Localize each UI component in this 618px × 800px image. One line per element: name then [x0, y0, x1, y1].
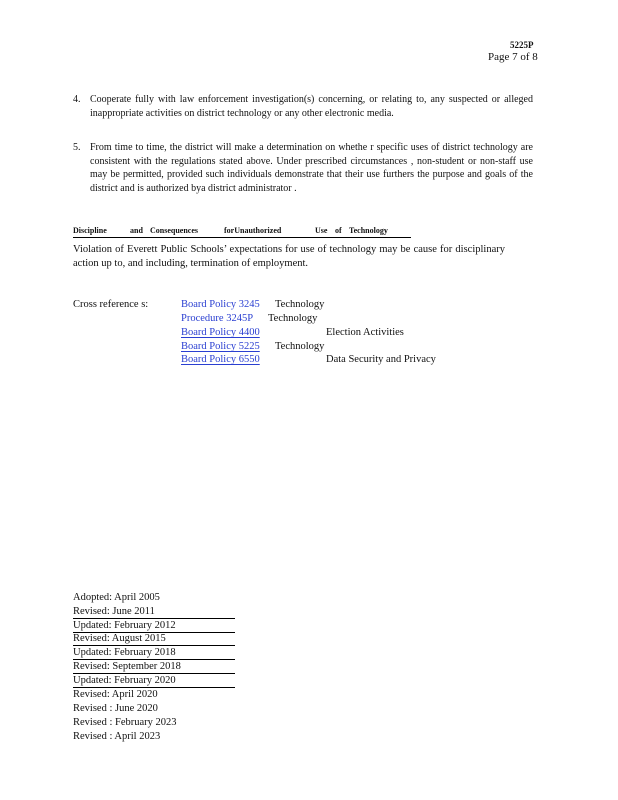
- policy-code: 5225P: [510, 40, 534, 50]
- heading-word: Discipline: [73, 226, 107, 235]
- history-entry: Revised: August 2015: [73, 633, 235, 646]
- list-number: 5.: [73, 142, 81, 153]
- heading-word: Technology: [349, 226, 388, 235]
- heading-word: and: [130, 226, 143, 235]
- history-entry: Adopted: April 2005: [73, 592, 160, 603]
- history-entry: Updated: February 2018: [73, 647, 235, 660]
- heading-word: forUnauthorized: [224, 226, 282, 235]
- history-entry: Revised : February 2023: [73, 717, 177, 728]
- history-entry: Revised : June 2020: [73, 703, 158, 714]
- history-entry: Revised: June 2011: [73, 606, 235, 619]
- link-board-policy-3245[interactable]: Board Policy 3245: [181, 299, 260, 310]
- cross-reference-label: Cross reference s:: [73, 299, 149, 310]
- history-entry: Revised : April 2023: [73, 731, 161, 742]
- list-item: [73, 141, 533, 195]
- discipline-paragraph: Violation of Everett Public Schools’ expectations for use of technology may be cause for disciplinary action up to, and including, termination of employment.: [73, 244, 505, 269]
- link-board-policy-4400[interactable]: Board Policy 4400: [181, 327, 260, 338]
- page-number: Page 7 of 8: [488, 51, 538, 63]
- cross-reference-desc: Technology: [268, 313, 318, 324]
- cross-reference-desc: Data Security and Privacy: [326, 354, 436, 365]
- link-procedure-3245p[interactable]: Procedure 3245P: [181, 313, 254, 324]
- history-entry: Updated: February 2012: [73, 620, 235, 633]
- section-heading: [73, 225, 411, 238]
- history-entry: Updated: February 2020: [73, 675, 235, 688]
- cross-reference-desc: Election Activities: [326, 327, 404, 338]
- heading-word: Consequences: [150, 226, 199, 235]
- list-item: [73, 93, 533, 120]
- heading-word: of: [335, 226, 342, 235]
- link-board-policy-5225[interactable]: Board Policy 5225: [181, 341, 260, 352]
- link-board-policy-6550[interactable]: Board Policy 6550: [181, 354, 260, 365]
- history-entry: Revised: September 2018: [73, 661, 235, 674]
- list-number: 4.: [73, 94, 81, 105]
- cross-reference-desc: Technology: [275, 299, 325, 310]
- heading-word: Use: [315, 226, 328, 235]
- history-entry: Revised: April 2020: [73, 689, 158, 700]
- list-item-text: From time to time, the district will make a determination on whethe r specific uses of district technology are consistent with the regulations stated above. Under prescribed circumstances , non-student or non-staff use may be permitted, provided such individuals demonstrate that their use furthers the purpose and goals of the district and is authorized bya district administrator .: [90, 142, 533, 194]
- cross-reference-desc: Technology: [275, 341, 325, 352]
- list-item-text: Cooperate fully with law enforcement investigation(s) concerning, or relating to, any suspected or alleged inappropriate activities on district technology or any other electronic media.: [90, 94, 533, 119]
